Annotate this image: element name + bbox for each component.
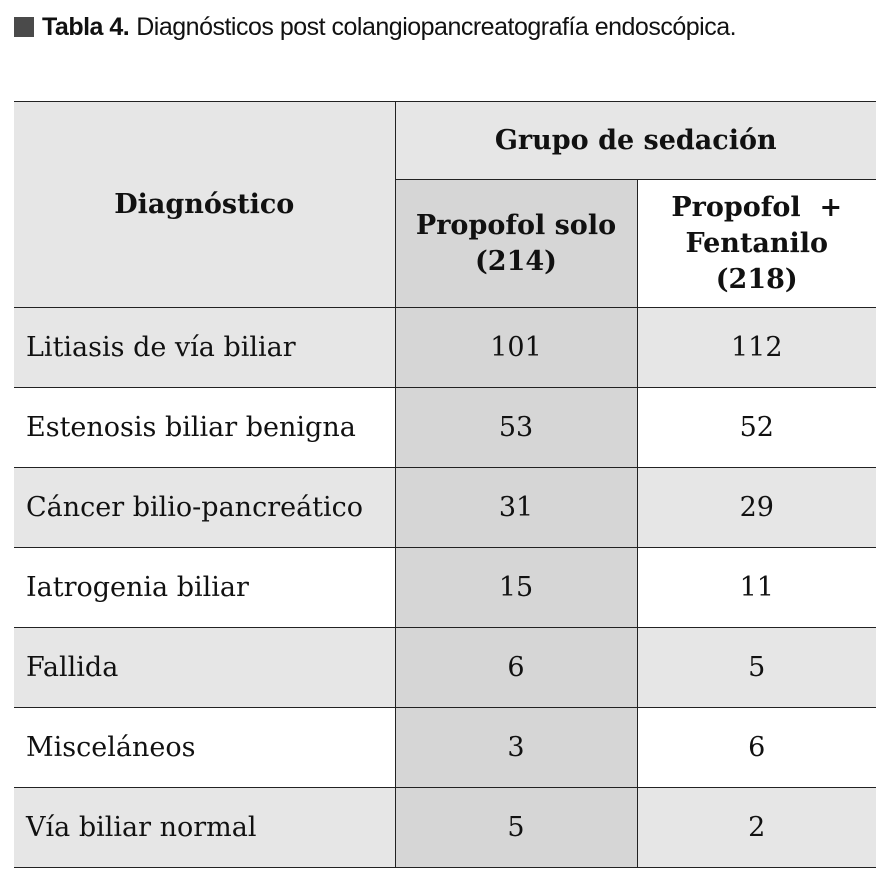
cell-propofol-solo: 31 [395,468,637,548]
header-grupo-sedacion [395,102,876,180]
cell-propofol-solo: 3 [395,708,637,788]
table-row [14,468,876,548]
cell-propofol-fentanilo: 52 [637,388,876,468]
cell-propofol-solo: 6 [395,628,637,708]
caption-square-icon [14,17,34,37]
header-propofol-fentanilo-line1: Propofol + [671,191,843,223]
cell-diagnostico: Cáncer bilio-pancreático [14,468,395,548]
cell-propofol-fentanilo: 2 [637,788,876,868]
cell-propofol-solo: 15 [395,548,637,628]
cell-diagnostico: Fallida [14,628,395,708]
table-caption [14,10,736,44]
table-row [14,708,876,788]
table-row [14,628,876,708]
table-row [14,548,876,628]
header-diagnostico [14,102,395,308]
cell-diagnostico: Misceláneos [14,708,395,788]
cell-propofol-solo: 101 [395,308,637,388]
table-row [14,308,876,388]
cell-propofol-solo: 53 [395,388,637,468]
caption-label: Tabla 4. [42,12,130,41]
header-propofol-solo-line2: (214) [475,245,557,277]
cell-diagnostico: Vía biliar normal [14,788,395,868]
header-diagnostico-label: Diagnóstico [114,188,295,220]
table-row [14,788,876,868]
cell-propofol-fentanilo: 29 [637,468,876,548]
cell-propofol-fentanilo: 6 [637,708,876,788]
cell-propofol-fentanilo: 112 [637,308,876,388]
cell-propofol-fentanilo: 5 [637,628,876,708]
header-propofol-fentanilo-line2: Fentanilo [685,227,829,259]
caption-text: Diagnósticos post colangiopancreatografía endoscópica. [136,12,737,41]
table-row [14,388,876,468]
cell-diagnostico: Iatrogenia biliar [14,548,395,628]
diagnosticos-table [14,101,876,868]
header-propofol-solo-line1: Propofol solo [415,209,617,241]
header-propofol-fentanilo [637,180,876,308]
header-propofol-fentanilo-line3: (218) [715,263,798,295]
cell-diagnostico: Estenosis biliar benigna [14,388,395,468]
header-propofol-solo [395,180,637,308]
cell-diagnostico: Litiasis de vía biliar [14,308,395,388]
cell-propofol-solo: 5 [395,788,637,868]
header-grupo-sedacion-label: Grupo de sedación [494,124,777,156]
cell-propofol-fentanilo: 11 [637,548,876,628]
